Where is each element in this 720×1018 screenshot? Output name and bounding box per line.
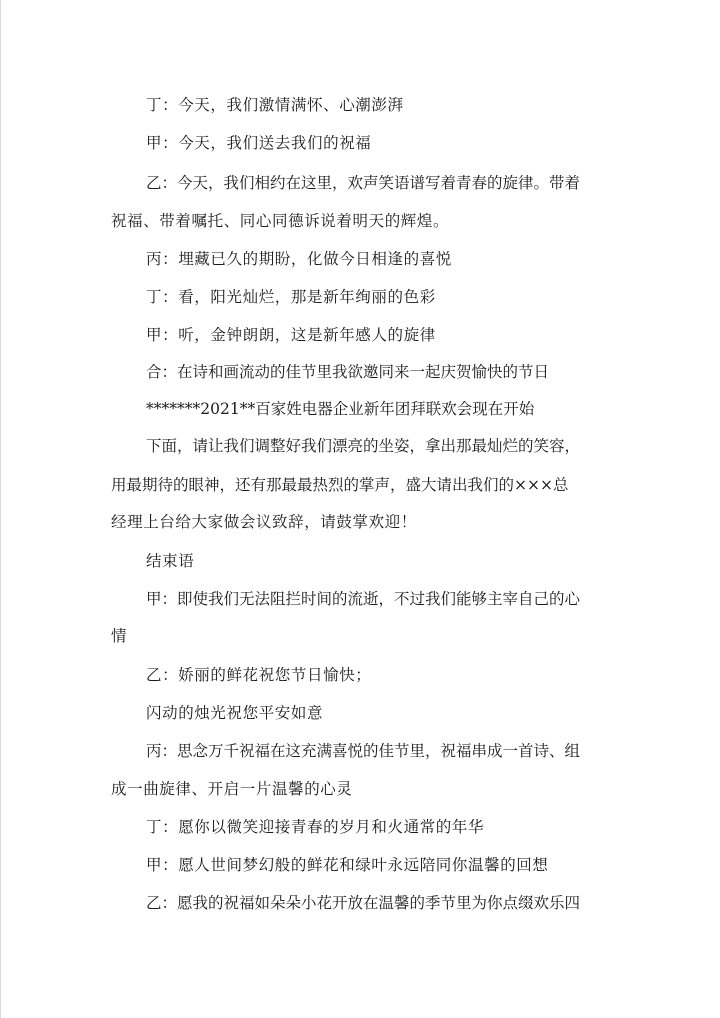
- text-line: 闪动的烛光祝您平安如意: [146, 704, 324, 722]
- text-line: 下面，请让我们调整好我们漂亮的坐姿，拿出那最灿烂的笑容，: [146, 437, 581, 455]
- text-line: *******2021**百家姓电器企业新年团拜联欢会现在开始: [146, 400, 535, 418]
- text-line: 乙：娇丽的鲜花祝您节日愉快；: [146, 666, 372, 684]
- section-heading: 结束语: [146, 552, 195, 570]
- text-line: 成一曲旋律、开启一片温馨的心灵: [111, 780, 353, 798]
- text-line: 甲：即使我们无法阻拦时间的流逝，不过我们能够主宰自己的心: [146, 590, 581, 608]
- text-line: 丁：看，阳光灿烂，那是新年绚丽的色彩: [146, 288, 436, 306]
- text-line: 祝福、带着嘱托、同心同德诉说着明天的辉煌。: [111, 212, 450, 230]
- text-line: 甲：愿人世间梦幻般的鲜花和绿叶永远陪同你温馨的回想: [146, 856, 549, 874]
- text-line: 合：在诗和画流动的佳节里我欲邀同来一起庆贺愉快的节日: [146, 363, 550, 381]
- text-line: 用最期待的眼神，还有那最最热烈的掌声，盛大请出我们的×××总: [111, 476, 569, 494]
- text-line: 情: [111, 627, 128, 645]
- text-line: 丁：今天，我们激情满怀、心潮澎湃: [146, 96, 404, 114]
- text-line: 甲：今天，我们送去我们的祝福: [146, 134, 372, 152]
- text-line: 丙：思念万千祝福在这充满喜悦的佳节里，祝福串成一首诗、组: [146, 742, 581, 760]
- text-line: 丁：愿你以微笑迎接青春的岁月和火通常的年华: [146, 818, 485, 836]
- text-line: 甲：听，金钟朗朗，这是新年感人的旋律: [146, 326, 436, 344]
- text-line: 经理上台给大家做会议致辞，请鼓掌欢迎！: [111, 513, 417, 531]
- text-line: 丙：埋藏已久的期盼，化做今日相逢的喜悦: [146, 250, 452, 268]
- text-line: 乙：今天，我们相约在这里，欢声笑语谱写着青春的旋律。带着: [146, 174, 581, 192]
- text-line: 乙：愿我的祝福如朵朵小花开放在温馨的季节里为你点缀欢乐四: [146, 894, 581, 912]
